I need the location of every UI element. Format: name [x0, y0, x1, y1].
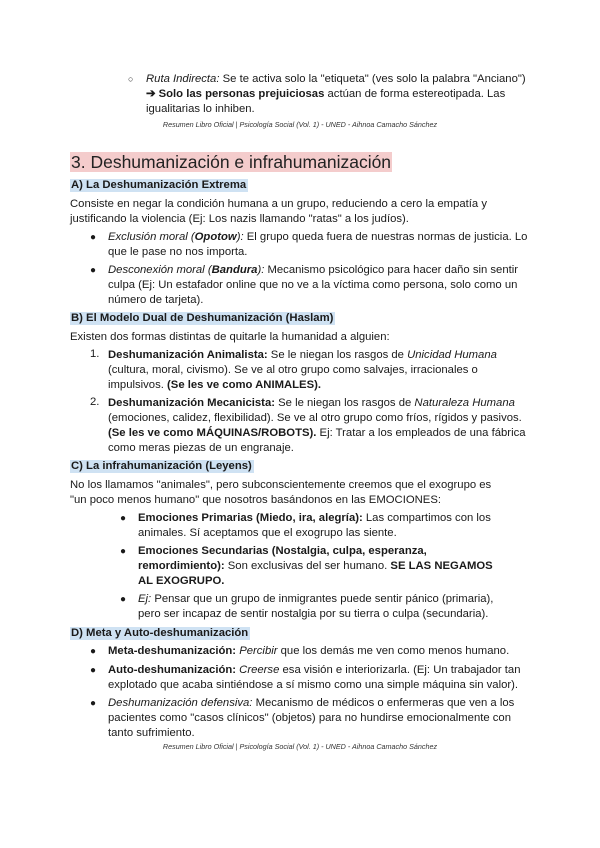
c-b3-line2: pero ser incapaz de sentir nostalgia por su tierra o culpa (secundaria).	[138, 608, 489, 620]
animalista-item	[108, 348, 548, 393]
heading-d	[70, 626, 250, 641]
d-b3-text: Mecanismo de médicos o enfermeras que ven a los	[252, 697, 515, 709]
ruta-line3: igualitarias lo inhiben.	[146, 103, 255, 115]
c-b3-text: Pensar que un grupo de inmigrantes puede sentir pánico (primaria),	[151, 593, 494, 605]
c-b2-line2-bold: remordimiento):	[138, 560, 225, 572]
c-b2-line2-text: Son exclusivas del ser humano.	[224, 560, 391, 572]
b1-author: Opotow	[194, 231, 237, 243]
b2-label: Desconexión moral (	[108, 264, 212, 276]
b2-line3: número de tarjeta).	[108, 294, 204, 306]
heading-b-text: B) El Modelo Dual de Deshumanización (Haslam)	[71, 312, 334, 324]
c-b2-bold: Emociones Secundarias (Nostalgia, culpa, esperanza,	[138, 545, 427, 557]
bullet-dot-icon: ●	[120, 594, 127, 605]
d-b2-bold: Auto-deshumanización:	[108, 664, 237, 676]
heading-b	[70, 311, 335, 326]
solo-bold: Solo las personas prejuiciosas	[155, 88, 325, 100]
i2-ital: Naturaleza Humana	[414, 397, 515, 409]
i2-line2: (emociones, calidez, flexibilidad). Se ve al otro grupo como fríos, rígidos y pasivos.	[108, 412, 522, 424]
d-b1-bold: Meta-deshumanización:	[108, 645, 237, 657]
intro-a	[70, 197, 540, 227]
c-b2-line3: AL EXOGRUPO.	[138, 575, 225, 587]
b1-label: Exclusión moral (	[108, 231, 195, 243]
exclusion-moral-item	[108, 230, 548, 260]
i1-text: Se le niegan los rasgos de	[267, 349, 408, 361]
emociones-primarias-item	[138, 511, 558, 541]
i2-bold: Deshumanización Mecanicista:	[108, 397, 275, 409]
bullet-dot-icon: ●	[120, 546, 127, 557]
i1-line3b: (Se les ve como ANIMALES).	[167, 379, 322, 391]
ruta-text: Se te activa solo la "etiqueta" (ves solo la palabra "Anciano")	[219, 73, 526, 85]
arrow-icon: ➔	[146, 88, 156, 100]
bullet-dot-icon: ●	[90, 646, 97, 657]
deshumanizacion-defensiva-item	[108, 696, 558, 741]
intro-a-line1: Consiste en negar la condición humana a un grupo, reduciendo a cero la empatía y	[70, 198, 487, 210]
d-b1-text: que los demás me ven como menos humano.	[277, 645, 510, 657]
c-b1-text: Las compartimos con los	[362, 512, 491, 524]
intro-c-line2: "un poco menos humano" que nosotros basándonos en las EMOCIONES:	[70, 494, 441, 506]
bullet-dot-icon: ●	[90, 665, 97, 676]
d-b3-line2: pacientes como "casos clínicos" (objetos) para no hundirse emocionalmente con	[108, 712, 511, 724]
intro-b: Existen dos formas distintas de quitarle la humanidad a alguien:	[70, 331, 390, 343]
d-b3-line3: tanto sufrimiento.	[108, 727, 195, 739]
b1-line2: que le pase no nos importa.	[108, 246, 248, 258]
c-b1-line2: animales. Sí aceptamos que el exogrupo las siente.	[138, 527, 397, 539]
c-b3-ital: Ej:	[138, 593, 152, 605]
d-b2-line2: explotado que acaba sintiéndose a sí mismo como una simple máquina sin valor).	[108, 679, 519, 691]
section-title	[70, 151, 392, 173]
intro-a-line2: justificando la violencia (Ej: Los nazis llamando "ratas" a los judíos).	[70, 213, 409, 225]
d-b3-ital: Deshumanización defensiva:	[108, 697, 253, 709]
d-b2-ital: Creerse	[236, 664, 280, 676]
i1-line3a: impulsivos.	[108, 379, 168, 391]
i2-line4: como meras piezas de un engranaje.	[108, 442, 294, 454]
desconexion-moral-item	[108, 263, 548, 308]
heading-a	[70, 178, 248, 193]
list-number-1: 1.	[90, 348, 100, 360]
list-number-2: 2.	[90, 396, 100, 408]
bullet-dot-icon: ●	[90, 265, 97, 276]
solo-rest: actúan de forma estereotipada. Las	[324, 88, 506, 100]
bullet-dot-icon: ●	[120, 513, 127, 524]
i1-ital: Unicidad Humana	[407, 349, 497, 361]
hollow-bullet-icon: ○	[128, 74, 134, 84]
ruta-label: Ruta Indirecta:	[146, 73, 220, 85]
c-b2-line2-end: SE LAS NEGAMOS	[390, 560, 493, 572]
mecanicista-item	[108, 396, 558, 456]
i2-text: Se le niegan los rasgos de	[275, 397, 415, 409]
emociones-secundarias-item	[138, 544, 558, 589]
i2-line3a: (Se les ve como MÁQUINAS/ROBOTS).	[108, 427, 317, 439]
c-b1-bold: Emociones Primarias (Miedo, ira, alegría):	[138, 512, 363, 524]
ruta-indirecta-item	[146, 72, 546, 117]
auto-deshumanizacion-item	[108, 663, 558, 693]
bullet-dot-icon: ●	[90, 698, 97, 709]
b1-text: El grupo queda fuera de nuestras normas de justicia. Lo	[243, 231, 528, 243]
meta-deshumanizacion-item	[108, 644, 548, 659]
b2-text: Mecanismo psicológico para hacer daño sin sentir	[264, 264, 519, 276]
heading-d-text: D) Meta y Auto-deshumanización	[71, 627, 249, 639]
i1-line2: (cultura, moral, civismo). Se ve al otro grupo como salvajes, irracionales o	[108, 364, 478, 376]
b2-author: Bandura	[211, 264, 258, 276]
d-b2-text: esa visión e interiorizarla. (Ej: Un trabajador tan	[279, 664, 521, 676]
b1-close: ):	[236, 231, 244, 243]
bullet-dot-icon: ●	[90, 232, 97, 243]
i1-bold: Deshumanización Animalista:	[108, 349, 268, 361]
b2-close: ):	[257, 264, 265, 276]
b2-line2: culpa (Ej: Un estafador online que no ve a la víctima como persona, solo como un	[108, 279, 518, 291]
d-b1-ital: Percibir	[236, 645, 278, 657]
heading-a-text: A) La Deshumanización Extrema	[71, 179, 247, 191]
intro-c-line1: No los llamamos "animales", pero subconscientemente creemos que el exogrupo es	[70, 479, 492, 491]
footer-bottom: Resumen Libro Oficial | Psicología Social (Vol. 1) - UNED - Aihnoa Camacho Sánchez	[162, 742, 438, 751]
ejemplo-item	[138, 592, 558, 622]
heading-c-text: C) La infrahumanización (Leyens)	[71, 460, 252, 472]
footer-top: Resumen Libro Oficial | Psicología Social (Vol. 1) - UNED - Aihnoa Camacho Sánchez	[162, 120, 438, 129]
i2-line3b: Ej: Tratar a los empleados de una fábrica	[316, 427, 526, 439]
heading-c	[70, 459, 254, 474]
section-title-text: 3. Deshumanización e infrahumanización	[71, 152, 392, 172]
intro-c	[70, 478, 540, 508]
